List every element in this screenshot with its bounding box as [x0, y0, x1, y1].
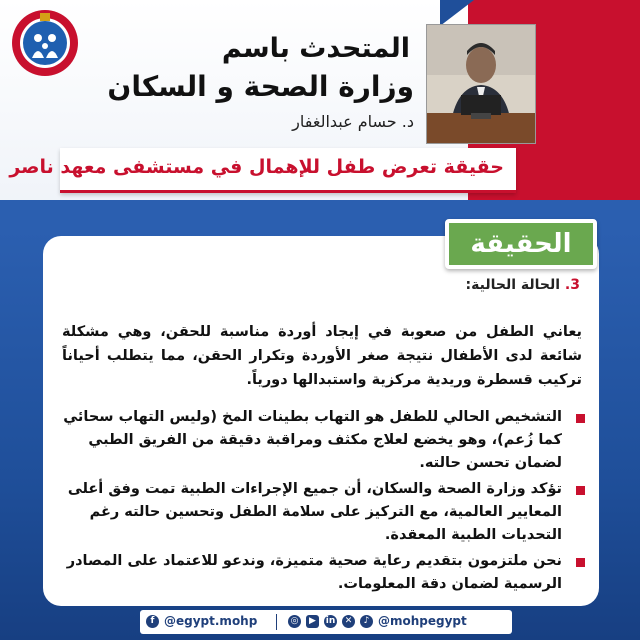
linkedin-icon[interactable]: in [325, 616, 336, 626]
bullet-marker-icon [576, 486, 585, 495]
facebook-handle[interactable]: @egypt.mohp [164, 614, 258, 628]
social-footer [140, 610, 512, 634]
section-number: 3. [564, 277, 580, 293]
bullet-item: تؤكد وزارة الصحة والسكان، أن جميع الإجراءات الطبية تمت وفق أعلى المعايير العالمية، مع التركيز على سلامة الطفل وتحسين حالته رغم التحديات الطبية المعقدة. [67, 481, 562, 543]
header-title-line1: المتحدث باسم [221, 33, 410, 64]
section-heading [466, 277, 580, 293]
bullet-item: التشخيص الحالي للطفل هو التهاب بطينات المخ (وليس التهاب سحائي كما زُعم)، وهو يخضع لعلاج مكثف ومراقبة دقيقة من الفريق الطبي لضمان تحسن حالته. [63, 409, 562, 471]
instagram-icon[interactable]: ◎ [288, 615, 301, 628]
headline-text: حقيقة تعرض طفل للإهمال في مستشفى معهد ناصر [9, 156, 504, 178]
header-title-line2: وزارة الصحة و السكان [107, 70, 414, 103]
headline-box [9, 148, 516, 193]
youtube-icon[interactable]: ▶ [306, 615, 319, 628]
social-handle[interactable]: @mohpegypt [378, 614, 467, 628]
ministry-logo-icon [10, 8, 80, 78]
bullet-item: نحن ملتزمون بتقديم رعاية صحية متميزة، وندعو للاعتماد على المصادر الرسمية لضمان دقة المعلومات. [66, 553, 562, 592]
spokesperson-photo [427, 25, 535, 143]
bullet-marker-icon [576, 414, 585, 423]
facebook-icon[interactable]: f [146, 615, 159, 628]
tiktok-icon[interactable]: ♪ [360, 615, 373, 628]
bullet-marker-icon [576, 558, 585, 567]
x-icon[interactable]: ✕ [342, 615, 355, 628]
footer-divider [276, 614, 277, 630]
doctor-name: د. حسام عبدالغفار [292, 112, 414, 131]
blue-corner-accent [440, 0, 474, 26]
section-title: الحالة الحالية: [465, 277, 561, 293]
fact-label: الحقيقة [445, 219, 597, 269]
intro-paragraph: يعاني الطفل من صعوبة في إيجاد أوردة مناسبة للحقن، وهي مشكلة شائعة لدى الأطفال نتيجة صغر الأوردة وتكرار الحقن، مما يتطلب أحياناً تركيب قسطرة وريدية مركزية واستبدالها دورياً. [62, 324, 582, 388]
